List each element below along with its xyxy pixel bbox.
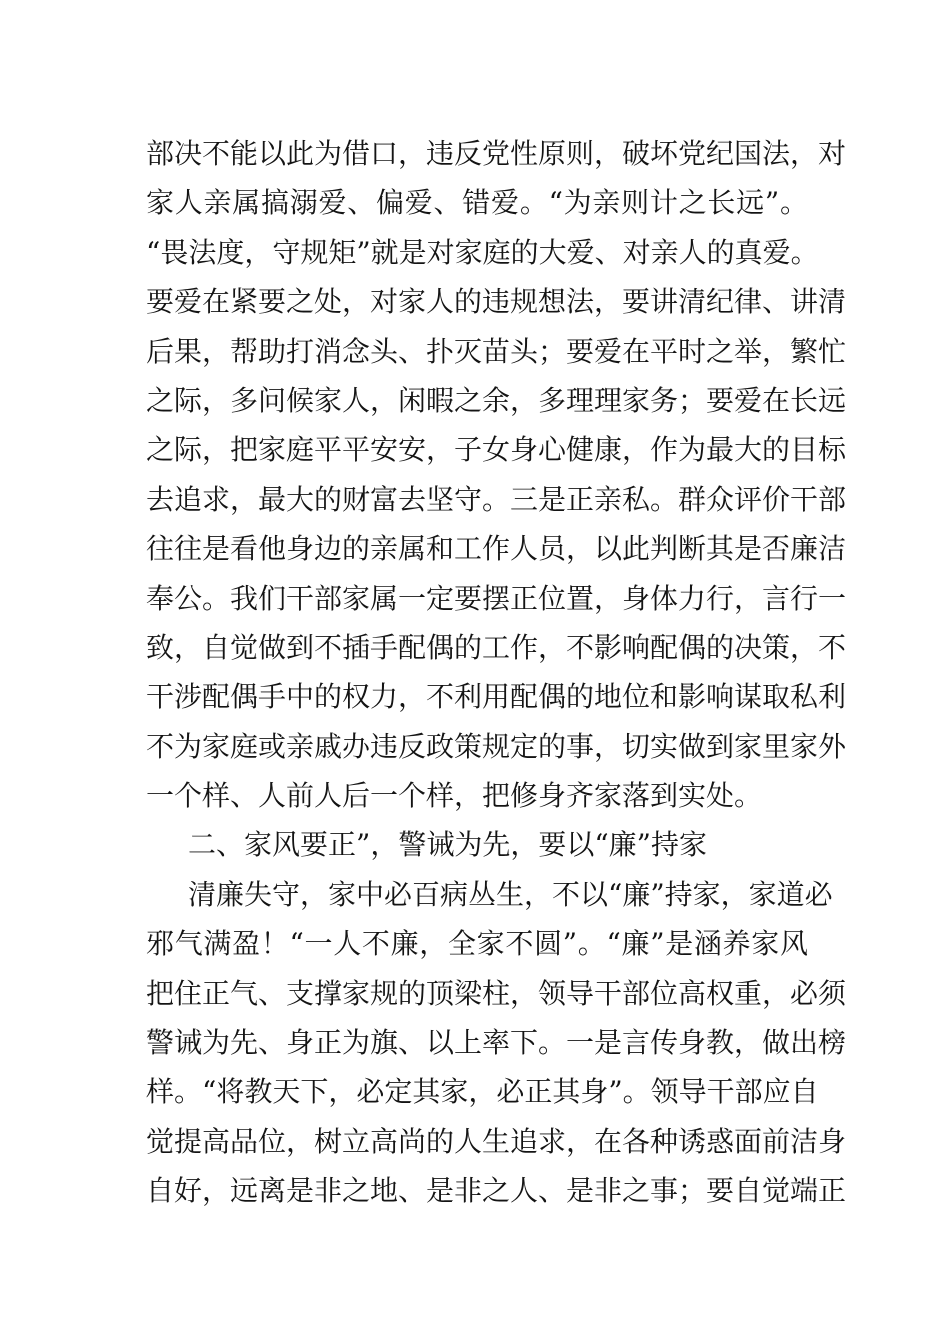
text-line: 之际，多问候家人，闲暇之余，多理理家务；要爱在长远 xyxy=(146,383,847,417)
text-line: 样。“将教天下，必定其家，必正其身”。领导干部应自 xyxy=(146,1075,819,1109)
text-line: 往往是看他身边的亲属和工作人员，以此判断其是否廉洁 xyxy=(146,532,847,566)
text-line: 觉提高品位，树立高尚的人生追求，在各种诱惑面前洁身 xyxy=(146,1124,847,1158)
text-line: 干涉配偶手中的权力，不利用配偶的地位和影响谋取私利 xyxy=(146,680,847,714)
text-line: 邪气满盈！“一人不廉，全家不圆”。“廉”是涵养家风 xyxy=(146,927,808,961)
text-line: 自好，远离是非之地、是非之人、是非之事；要自觉端正 xyxy=(146,1174,847,1208)
text-line: 清廉失守，家中必百病丛生，不以“廉”持家，家道必 xyxy=(188,877,833,911)
text-line: 之际，把家庭平平安安，子女身心健康，作为最大的目标 xyxy=(146,433,847,467)
text-line: 去追求，最大的财富去坚守。三是正亲私。群众评价干部 xyxy=(146,482,847,516)
text-line: 要爱在紧要之处，对家人的违规想法，要讲清纪律、讲清 xyxy=(146,285,847,319)
text-line: 后果，帮助打消念头、扑灭苗头；要爱在平时之举，繁忙 xyxy=(146,334,847,368)
text-line: 奉公。我们干部家属一定要摆正位置，身体力行，言行一 xyxy=(146,581,847,615)
text-line: 警诫为先、身正为旗、以上率下。一是言传身教，做出榜 xyxy=(146,1026,847,1060)
text-line: 不为家庭或亲戚办违反政策规定的事，切实做到家里家外 xyxy=(146,729,847,763)
text-line: 部决不能以此为借口，违反党性原则，破坏党纪国法，对 xyxy=(146,137,847,170)
section-heading: 二、家风要正”，警诫为先，要以“廉”持家 xyxy=(188,828,707,862)
text-line: “畏法度，守规矩”就是对家庭的大爱、对亲人的真爱。 xyxy=(146,235,819,269)
text-line: 把住正气、支撑家规的顶梁柱，领导干部位高权重，必须 xyxy=(146,976,847,1010)
body-text xyxy=(146,129,847,1216)
text-line: 家人亲属搞溺爱、偏爱、错爱。“为亲则计之长远”。 xyxy=(146,186,808,220)
text-line: 一个样、人前人后一个样，把修身齐家落到实处。 xyxy=(146,779,763,813)
text-line: 致，自觉做到不插手配偶的工作，不影响配偶的决策，不 xyxy=(146,630,847,664)
